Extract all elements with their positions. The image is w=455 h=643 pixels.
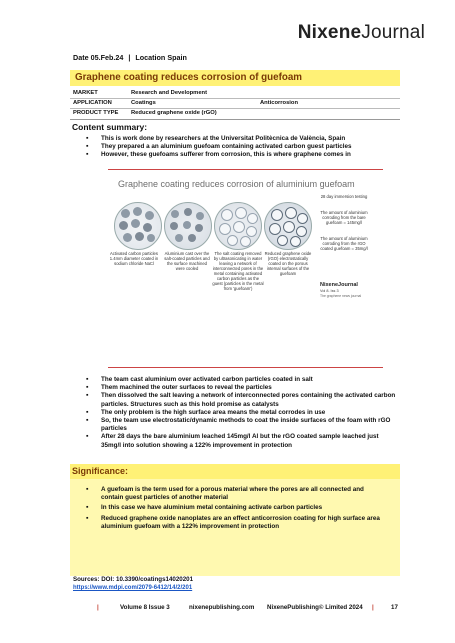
meta-row-market: [73, 90, 403, 98]
list-item: ▪ So, the team use electrostatic/dynamic methods to coat the inside surfaces of the foam with rGO particles: [83, 417, 398, 433]
carbon-particle: [143, 223, 152, 232]
list-item: ▪ In this case we have aluminium metal containing activate carbon particles: [83, 504, 388, 512]
footer-issue: Volume 8 Issue 3: [120, 604, 170, 611]
carbon-particle: [133, 207, 142, 216]
pore: [235, 207, 247, 219]
date-value: 05.Feb.24: [90, 53, 124, 62]
carbon-particle: [147, 234, 155, 242]
dateline: [73, 53, 187, 62]
coated-pore: [290, 236, 301, 247]
body-list: [83, 376, 398, 450]
list-item: ▪ However, these guefoams sufferer from corrosion, this is where graphene comes in: [83, 151, 393, 159]
carbon-particle: [170, 222, 178, 230]
meta-extra: Anticorrosion: [260, 100, 299, 106]
stage-4-circle: [264, 202, 312, 250]
significance-label: Significance:: [72, 466, 129, 476]
stage-1-caption: Activated carbon particles 1.4mm diameter coated in sodium chloride NaCl: [109, 251, 159, 266]
list-item: ▪ This is work done by researchers at the Universitat Politècnica de València, Spain: [83, 135, 393, 143]
sources-label: Sources:: [73, 576, 100, 583]
meta-divider: [70, 98, 400, 99]
stage-2-circle: [164, 202, 212, 250]
meta-row-application: [73, 100, 403, 108]
carbon-particle: [175, 234, 183, 242]
list-item: ▪ Them machined the outer surfaces to reveal the particles: [83, 384, 398, 392]
brand-bold: Nixene: [297, 22, 362, 43]
coated-pore: [277, 235, 288, 246]
footer-separator: |: [97, 604, 99, 611]
carbon-particle: [184, 208, 192, 216]
pore: [247, 213, 258, 224]
pore: [240, 236, 251, 247]
carbon-particle: [171, 210, 179, 218]
date-label: Date: [73, 53, 89, 62]
meta-label: APPLICATION: [73, 100, 112, 106]
carbon-particle: [145, 211, 154, 220]
source-link[interactable]: https://www.mdpi.com/2079-6412/14/2/201: [73, 585, 193, 591]
carbon-particle: [188, 234, 196, 242]
rgo-result-note: The amount of aluminium corroding from the rGO coated guefoam = 35mg/l: [320, 236, 368, 251]
meta-divider: [70, 108, 400, 109]
carbon-particle: [196, 212, 204, 220]
stage-4-caption: Reduced graphene oxide (rGO) electrostatically coated on the porous internal surfaces of the guefoam: [264, 251, 312, 276]
carbon-particle: [195, 224, 203, 232]
bare-result-note: The amount of aluminium corroding from the bare guefoam = 145mg/l: [320, 210, 368, 225]
location-label: Location: [135, 53, 166, 62]
meta-row-product-type: [73, 110, 403, 118]
immersion-note: 28 day immersion testing: [320, 194, 368, 199]
stage-3-circle: [214, 202, 262, 250]
footer-copyright: NixenePublishing© Limited 2024: [267, 604, 363, 611]
footer-separator: |: [372, 604, 374, 611]
figure-bottom-rule: [108, 367, 383, 368]
location-value: Spain: [167, 53, 187, 62]
meta-label: MARKET: [73, 90, 98, 96]
coated-pore: [297, 213, 308, 224]
journal-logo: [298, 22, 425, 44]
carbon-particle: [119, 221, 128, 230]
meta-value: Coatings: [131, 100, 156, 106]
stage-1-circle: [114, 202, 162, 250]
pore: [219, 223, 231, 235]
meta-value: Research and Development: [131, 90, 208, 96]
sources-line: [73, 576, 193, 583]
meta-label: PRODUCT TYPE: [73, 110, 119, 116]
summary-list: [83, 135, 393, 160]
list-item: ▪ The team cast aluminium over activated carbon particles coated in salt: [83, 376, 398, 384]
coated-pore: [269, 223, 281, 235]
dateline-separator: |: [128, 53, 131, 62]
coated-pore: [296, 226, 307, 237]
carbon-particle: [131, 219, 140, 228]
page-number: 17: [391, 604, 398, 611]
footer-site[interactable]: nixenepublishing.com: [189, 604, 255, 611]
carbon-particle: [135, 232, 144, 241]
list-item: ▪ Reduced graphene oxide nanoplates are an effect anticorrosion coating for high surface area aluminium guefoam with a 122% improvement in protection: [83, 515, 388, 531]
figure-title: Graphene coating reduces corrosion of aluminium guefoam: [118, 179, 355, 189]
meta-divider: [70, 119, 400, 120]
list-item: ▪ A guefoam is the term used for a porous material where the pores are all connected and contain guest particles of another material: [83, 486, 388, 502]
carbon-particle: [123, 233, 132, 242]
coated-pore: [271, 209, 283, 221]
article-title: Graphene coating reduces corrosion of guefoam: [75, 72, 303, 83]
mini-issue: Vol 8. Iss 3: [320, 289, 339, 293]
sources-doi: DOI: 10.3390/coatings14020201: [101, 576, 194, 583]
significance-list: [83, 486, 388, 531]
figure-top-rule: [108, 169, 383, 170]
mini-journal-logo: NixeneJournal: [320, 282, 358, 288]
stage-3-caption: The salt coating removed by ultrasonicating in water leaving a network of interconnected pores in the metal containing activated carbon particles as the guest (particles in the metal from 'guefoam'): [212, 251, 264, 291]
stage-2-caption: Aluminium cast over the salt-coated particles and the surface machined were cooled: [164, 251, 210, 271]
list-item: ▪ They prepared a an aluminium guefoam containing activated carbon guest particles: [83, 143, 393, 151]
content-summary-label: Content summary:: [72, 122, 148, 132]
pore: [221, 209, 233, 221]
coated-pore: [283, 221, 295, 233]
list-item: ▪ After 28 days the bare aluminium leached 145mg/l Al but the rGO coated sample leached just 35mg/l into solution showing a 122% improvement in protection: [83, 433, 398, 449]
pore: [233, 221, 245, 233]
mini-caption: The graphene news journal: [320, 294, 362, 298]
coated-pore: [285, 207, 297, 219]
carbon-particle: [121, 209, 130, 218]
figure-panel: [108, 188, 383, 358]
list-item: ▪ The only problem is the high surface area means the metal corrodes in use: [83, 409, 398, 417]
pore: [227, 235, 238, 246]
list-item: ▪ Then dissolved the salt leaving a network of interconnected pores containing the activated carbon particles. Structures such as this hold promise as catalysts: [83, 392, 398, 408]
brand-rest: Journal: [361, 22, 425, 43]
carbon-particle: [183, 221, 191, 229]
pore: [246, 226, 257, 237]
meta-value: Reduced graphene oxide (rGO): [131, 110, 217, 116]
